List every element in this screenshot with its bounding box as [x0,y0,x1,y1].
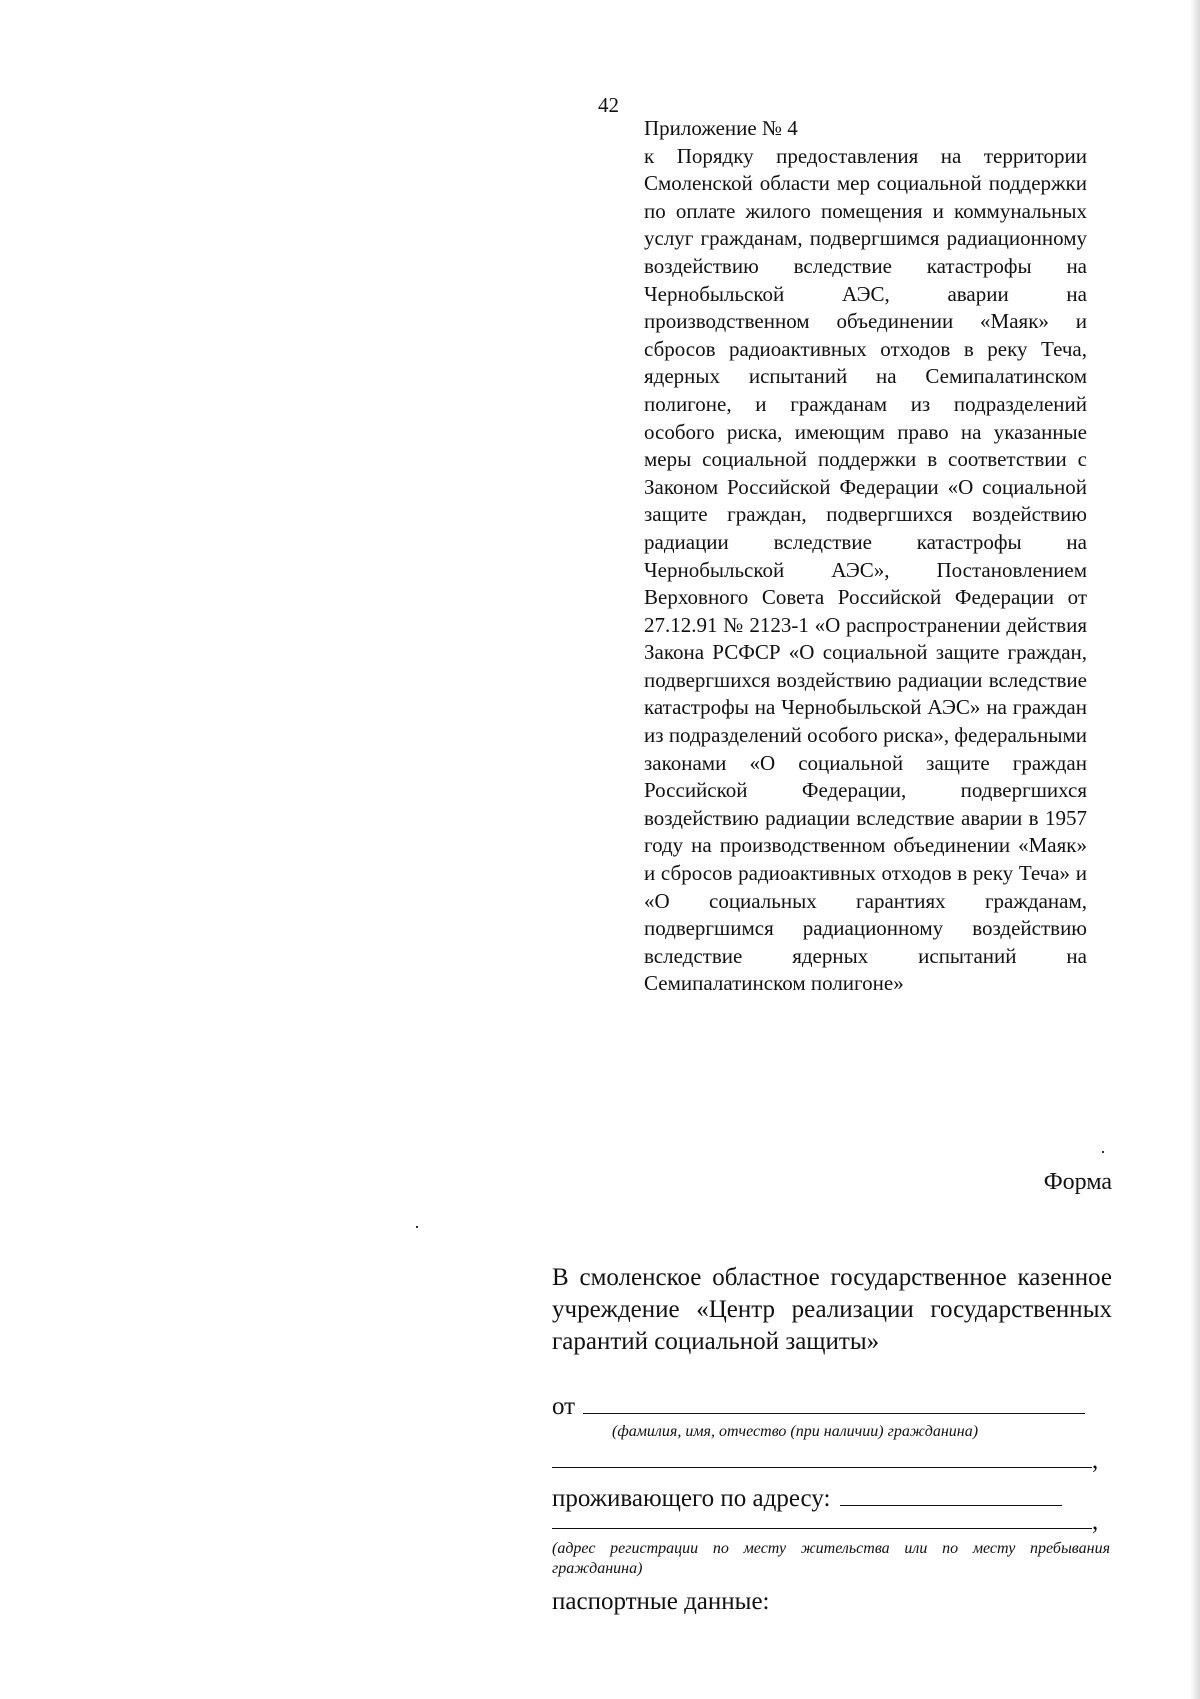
address-caption: (адрес регистрации по месту жительства или по месту пребывания гражданина) [552,1540,1110,1577]
address-continuation-line[interactable] [552,1508,1092,1529]
passport-field [552,1588,769,1616]
name-blank-line[interactable] [583,1393,1085,1414]
recipient-block: В смоленское областное государственное казенное учреждение «Центр реализации государственных гарантий социальной защиты» [552,1264,1112,1355]
page-number: 42 [598,93,619,117]
from-label: от [552,1393,576,1420]
comma: , [1092,1447,1099,1474]
appendix-text: к Порядку предоставления на территории Смоленской области мер социальной поддержки по оплате жилого помещения и коммунальных услуг гражданам, подвергшимся радиационному воздействию вследствие катастрофы на Чернобыльской АЭС, аварии на производственном объединении «Маяк» и сбросов радиоактивных отходов в реку Теча, ядерных испытаний на Семипалатинском полигоне, и гражданам из подразделений особого риска, имеющим право на указанные меры социальной поддержки в соответствии с Законом Российской Федерации «О социальной защите граждан, подвергшихся воздействию радиации вследствие катастрофы на Чернобыльской АЭС», Постановлением Верховного Совета Российской Федерации от 27.12.91 № 2123-1 «О распространении действия Закона РСФСР «О социальной защите граждан, подвергшихся воздействию радиации вследствие катастрофы на Чернобыльской АЭС» на граждан из подразделений особого риска», федеральными законами «О социальной защите граждан Российской Федерации, подвергшихся воздействию радиации вследствие аварии в 1957 году на производственном объединении «Маяк» и сбросов радиоактивных отходов в реку Теча» и «О социальных гарантиях гражданам, подвергшимся радиационному воздействию вследствие ядерных испытаний на Семипалатинском полигоне» [644,143,1087,996]
name-continuation-line[interactable] [552,1447,1092,1468]
scan-edge-shadow [1190,0,1200,1699]
appendix-header [644,115,1087,998]
address-label: проживающего по адресу: [552,1485,831,1512]
scan-speck [1102,1151,1104,1153]
address-blank-line[interactable] [840,1485,1062,1506]
from-field [552,1393,1112,1421]
passport-label: паспортные данные: [552,1588,770,1615]
form-label: Форма [1043,1169,1112,1195]
address-continuation-field [552,1508,1098,1536]
name-caption: (фамилия, имя, отчество (при наличии) гражданина) [612,1423,979,1440]
scan-speck [416,1226,418,1228]
comma: , [1092,1508,1099,1535]
name-continuation-field [552,1447,1098,1475]
appendix-title: Приложение № 4 [644,116,798,140]
